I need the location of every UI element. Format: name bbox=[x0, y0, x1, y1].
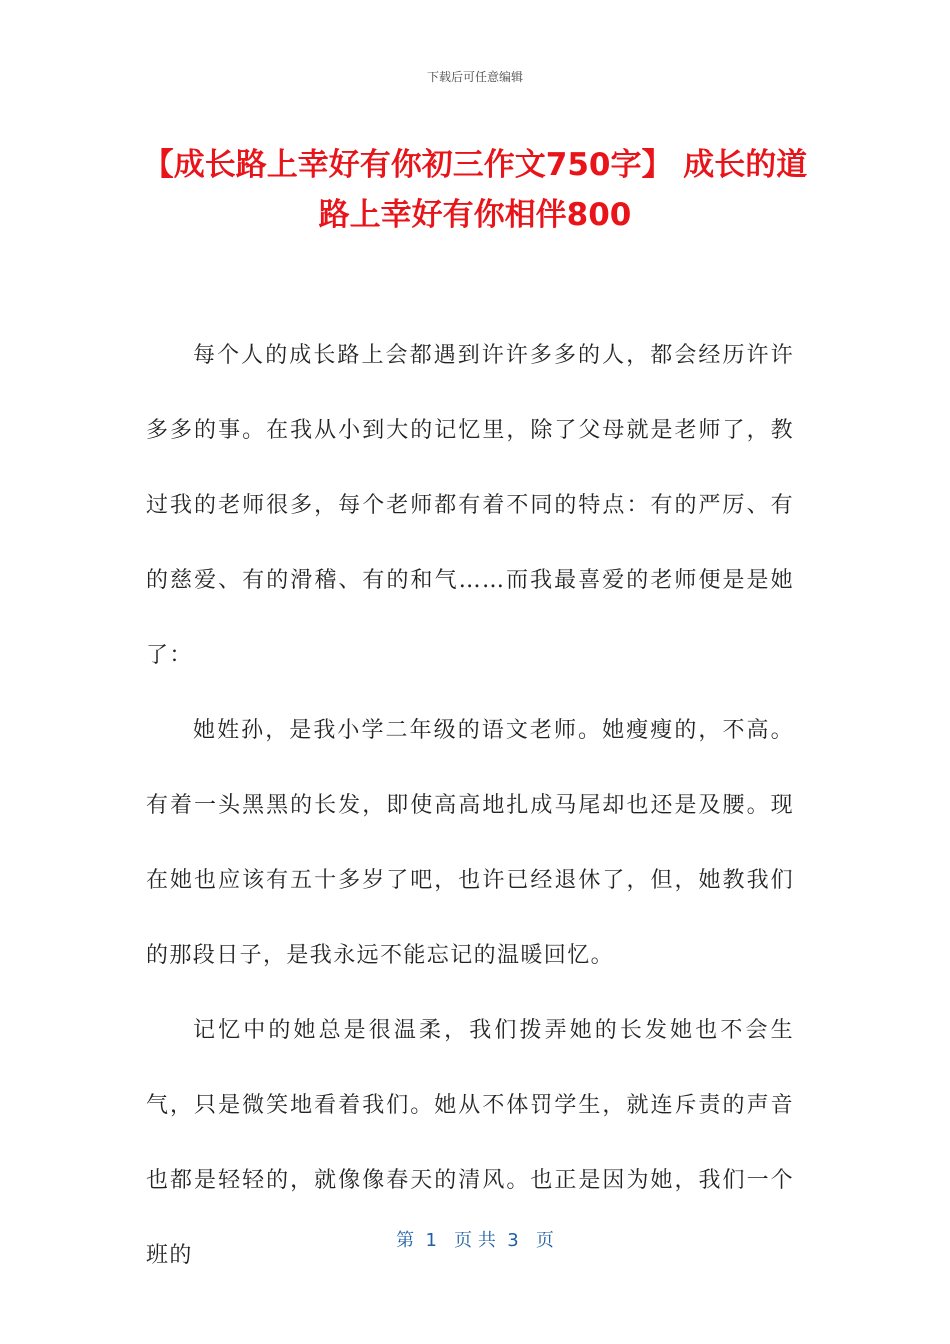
paragraph: 每个人的成长路上会都遇到许许多多的人，都会经历许许多多的事。在我从小到大的记忆里，除了父母就是老师了，教过我的老师很多，每个老师都有着不同的特点：有的严厉、有的慈爱、有的滑稽、有的和气……而我最喜爱的老师便是是她了： bbox=[146, 343, 794, 668]
paragraph: 记忆中的她总是很温柔，我们拨弄她的长发她也不会生气，只是微笑地看着我们。她从不体罚学生，就连斥责的声音也都是轻轻的，就像像春天的清风。也正是因为她，我们一个班的 bbox=[146, 1018, 794, 1268]
paragraph: 她姓孙，是我小学二年级的语文老师。她瘦瘦的，不高。有着一头黑黑的长发，即使高高地扎成马尾却也还是及腰。现在她也应该有五十多岁了吧，也许已经退休了，但，她教我们的那段日子，是我永远不能忘记的温暖回忆。 bbox=[146, 718, 794, 968]
document-title: 【成长路上幸好有你初三作文750字】 成长的道路上幸好有你相伴800 bbox=[142, 147, 808, 233]
document-body bbox=[146, 318, 794, 1293]
header-note: 下载后可任意编辑 bbox=[426, 70, 523, 84]
page-indicator: 第 1 页 共 3 页 bbox=[396, 1230, 554, 1251]
